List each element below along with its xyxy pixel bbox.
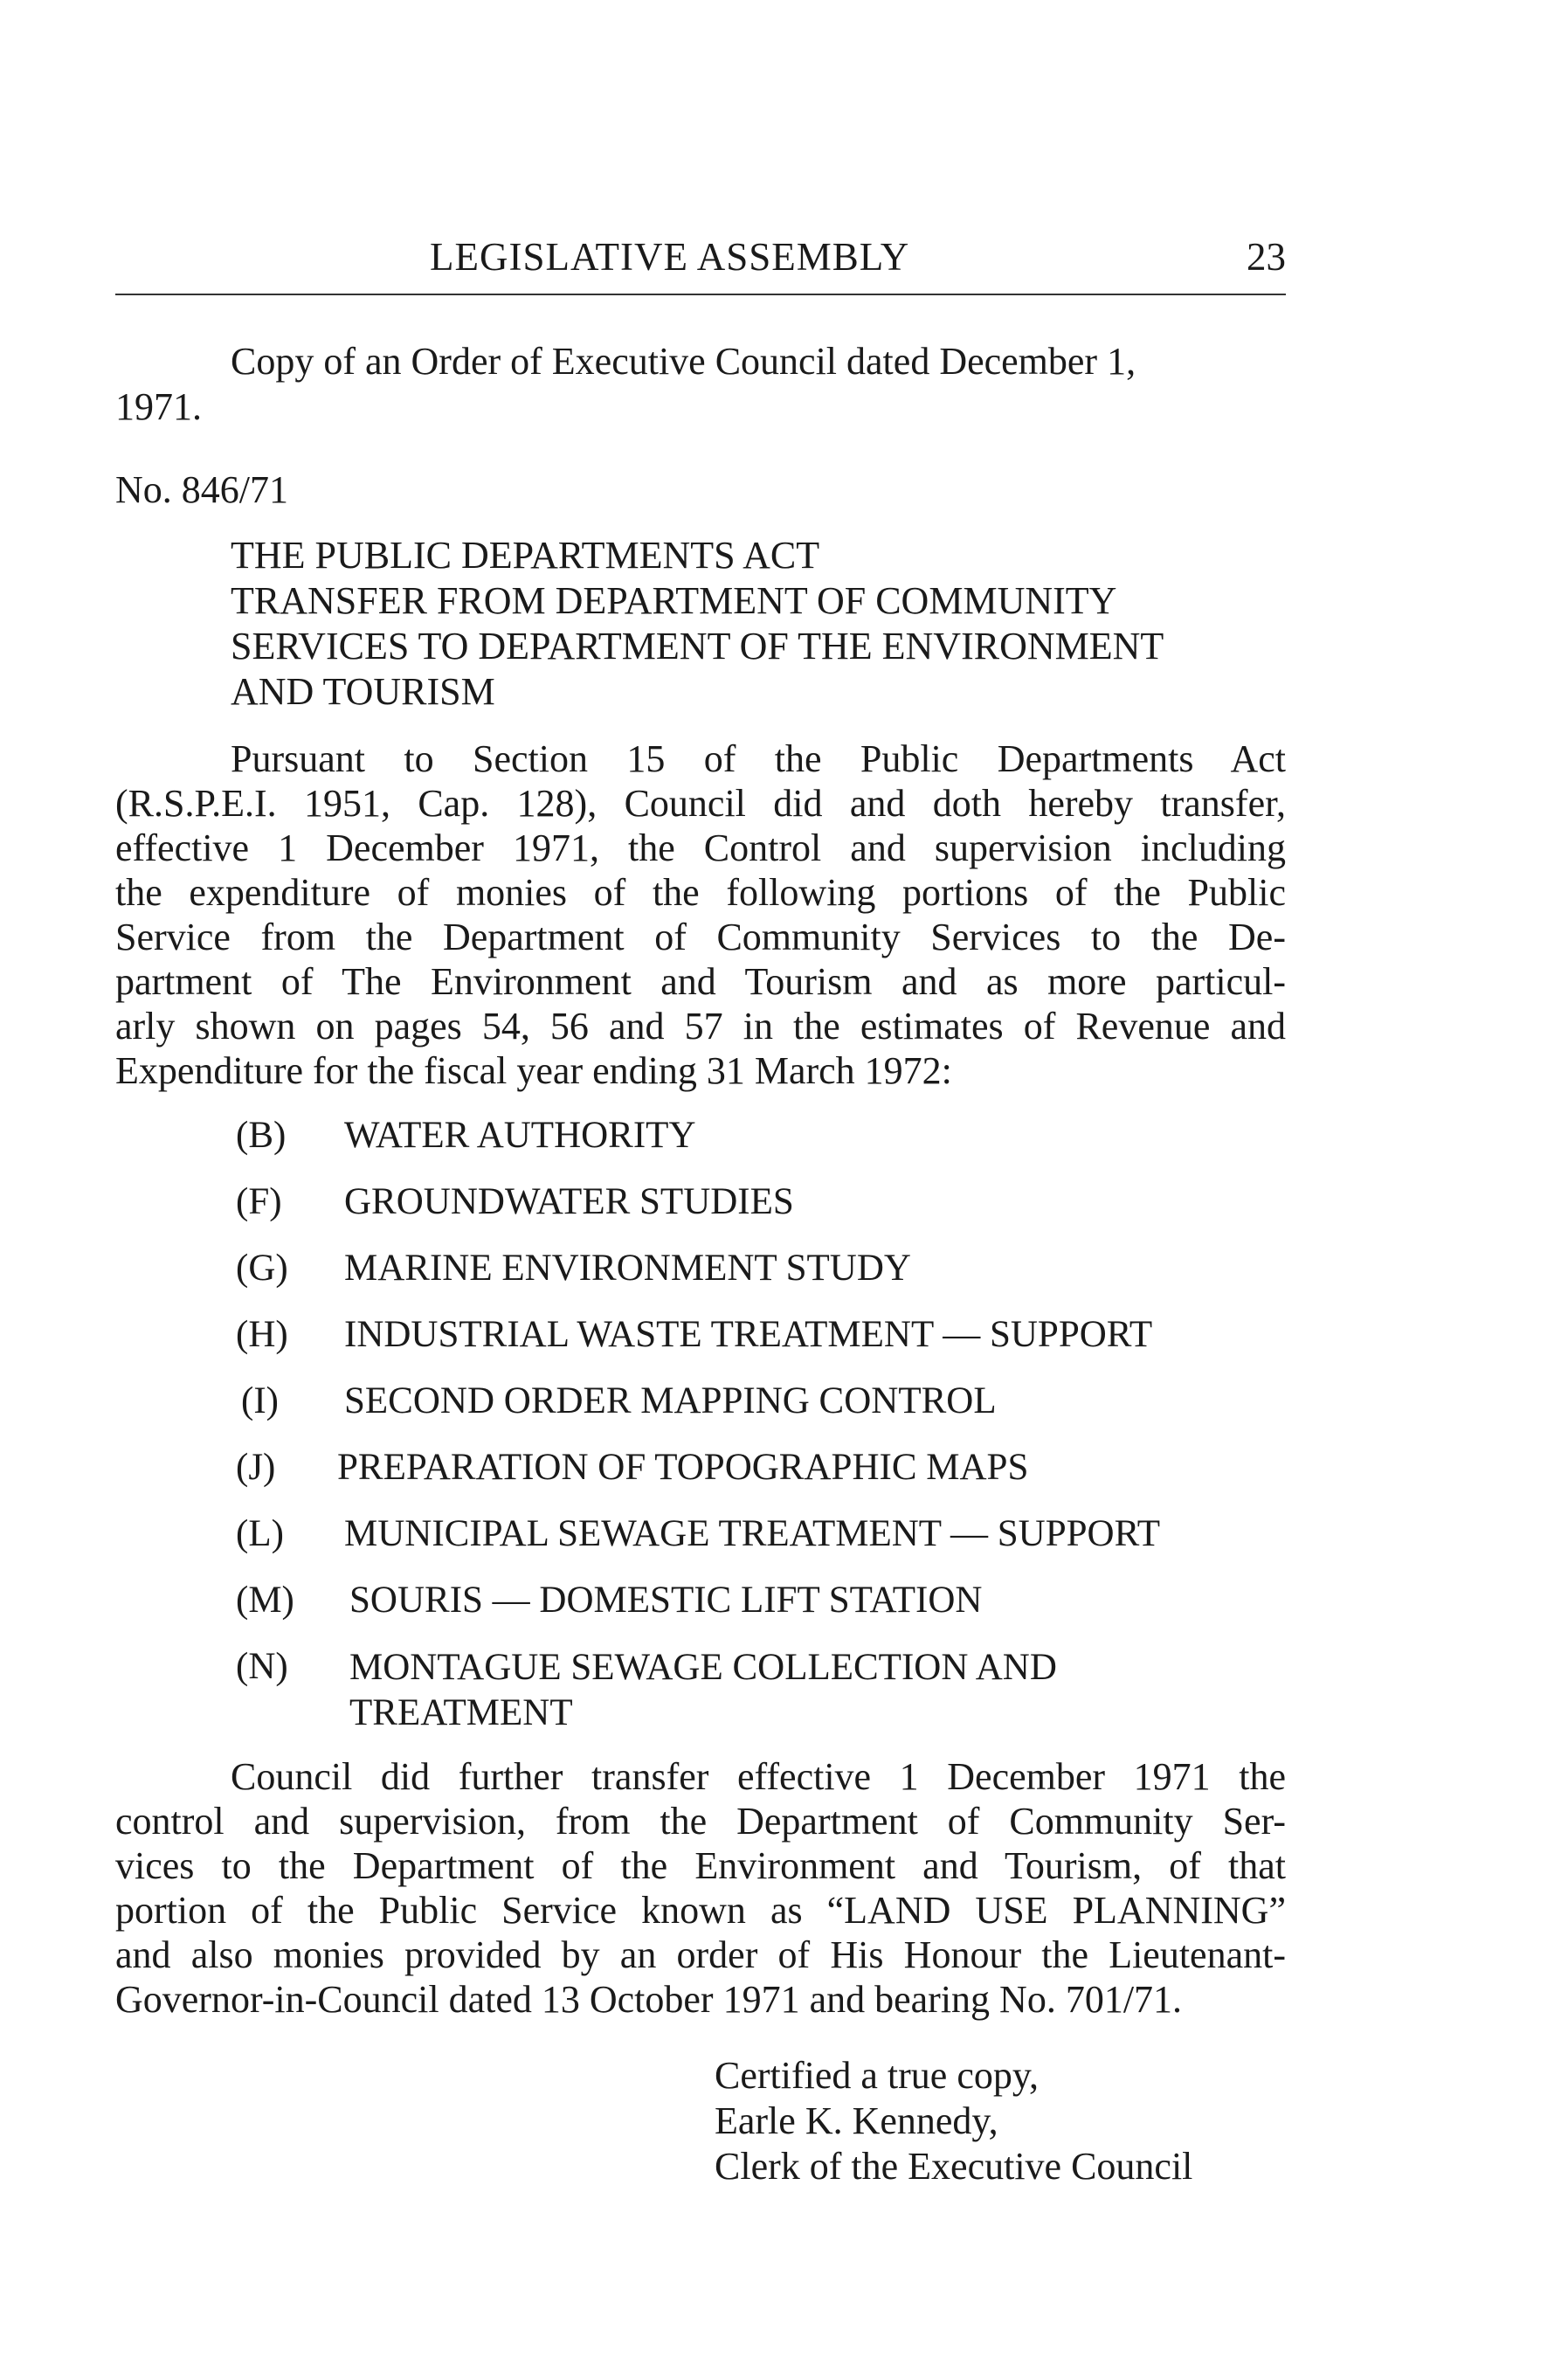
paragraph-transfer [115, 736, 1286, 1093]
list-item [236, 1380, 1284, 1446]
paragraph-line: effective 1 December 1971, the Control and supervision including [115, 826, 1286, 869]
item-label: INDUSTRIAL WASTE TREATMENT — SUPPORT [344, 1314, 1153, 1355]
paragraph-line: portion of the Public Service known as “LAND USE PLANNING” [115, 1889, 1286, 1932]
intro-line-1: Copy of an Order of Executive Council dated December 1, [231, 340, 1136, 383]
signatory-title: Clerk of the Executive Council [715, 2145, 1193, 2188]
item-letter: (L) [236, 1513, 284, 1554]
item-label: GROUNDWATER STUDIES [344, 1181, 794, 1222]
paragraph-line: arly shown on pages 54, 56 and 57 in the estimates of Revenue and [115, 1005, 1286, 1048]
item-letter: (F) [236, 1181, 282, 1222]
intro-line-2: 1971. [115, 385, 202, 428]
item-label: SOURIS — DOMESTIC LIFT STATION [349, 1580, 983, 1621]
item-label [349, 1645, 1057, 1736]
item-letter: (H) [236, 1314, 288, 1355]
list-item [236, 1579, 1284, 1645]
paragraph-further-transfer [115, 1754, 1286, 2022]
running-head: LEGISLATIVE ASSEMBLY [430, 235, 910, 279]
transferred-items-list [236, 1114, 1284, 1741]
paragraph-line: Expenditure for the fiscal year ending 31 March 1972: [115, 1049, 952, 1092]
paragraph-line: Service from the Department of Community Services to the De- [115, 916, 1286, 958]
item-label: PREPARATION OF TOPOGRAPHIC MAPS [337, 1447, 1029, 1488]
title-line: THE PUBLIC DEPARTMENTS ACT [231, 534, 820, 577]
order-number: No. 846/71 [115, 468, 288, 511]
paragraph-line: the expenditure of monies of the following portions of the Public [115, 871, 1286, 914]
item-letter: (N) [236, 1646, 288, 1687]
page-header [115, 234, 1286, 287]
signatory-name: Earle K. Kennedy, [715, 2099, 998, 2142]
item-letter: (G) [236, 1248, 288, 1289]
paragraph-line: and also monies provided by an order of His Honour the Lieutenant- [115, 1933, 1286, 1976]
list-item [236, 1313, 1284, 1380]
item-letter: (B) [236, 1115, 287, 1156]
item-label-line: TREATMENT [349, 1692, 573, 1733]
item-label: SECOND ORDER MAPPING CONTROL [344, 1380, 997, 1421]
paragraph-line: Governor-in-Council dated 13 October 1971 and bearing No. 701/71. [115, 1978, 1183, 2021]
item-label: WATER AUTHORITY [344, 1115, 696, 1156]
list-item [236, 1446, 1284, 1512]
certification-line: Certified a true copy, [715, 2054, 1039, 2097]
title-line: TRANSFER FROM DEPARTMENT OF COMMUNITY [231, 579, 1117, 622]
paragraph-line: partment of The Environment and Tourism and as more particul- [115, 960, 1286, 1003]
paragraph-line: vices to the Department of the Environment and Tourism, of that [115, 1844, 1286, 1887]
signature-block [715, 2053, 1192, 2189]
paragraph-line: (R.S.P.E.I. 1951, Cap. 128), Council did and doth hereby transfer, [115, 782, 1286, 825]
list-item [236, 1247, 1284, 1313]
list-item [236, 1114, 1284, 1180]
order-title [231, 533, 1164, 715]
paragraph-line: Pursuant to Section 15 of the Public Departments Act [231, 737, 1286, 780]
paragraph-line: Council did further transfer effective 1 December 1971 the [231, 1755, 1286, 1798]
item-letter: (I) [241, 1380, 279, 1421]
item-label: MUNICIPAL SEWAGE TREATMENT — SUPPORT [344, 1513, 1160, 1554]
item-letter: (M) [236, 1580, 294, 1621]
item-label: MARINE ENVIRONMENT STUDY [344, 1248, 911, 1289]
title-line: SERVICES TO DEPARTMENT OF THE ENVIRONMENT [231, 625, 1164, 667]
page-number: 23 [1247, 235, 1286, 279]
item-letter: (J) [236, 1447, 276, 1488]
list-item [236, 1512, 1284, 1579]
title-line: AND TOURISM [231, 670, 495, 713]
list-item [236, 1645, 1284, 1741]
paragraph-line: control and supervision, from the Department of Community Ser- [115, 1800, 1286, 1843]
list-item [236, 1180, 1284, 1247]
header-rule [115, 294, 1286, 295]
item-label-line: MONTAGUE SEWAGE COLLECTION AND [349, 1647, 1057, 1688]
